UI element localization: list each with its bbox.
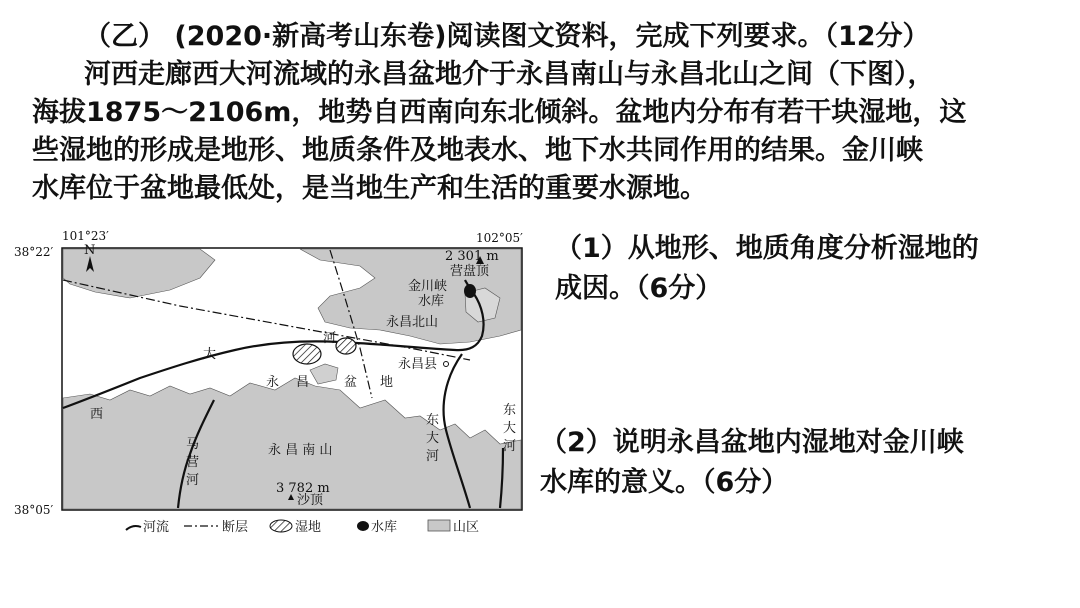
mayinghe-label-1: 马: [186, 437, 200, 452]
mayinghe-label-3: 河: [186, 473, 200, 488]
coord-top-left-lon: 101°23′: [62, 229, 109, 243]
sub-question-2-line-1: （2）说明永昌盆地内湿地对金川峡: [540, 427, 964, 458]
river-label-he: 河: [323, 331, 337, 346]
coord-bottom-lat: 38°05′: [14, 503, 54, 517]
legend-wetland-icon: [270, 520, 292, 532]
sub-question-1-line-2: 成因。（6分）: [555, 273, 723, 304]
legend-reservoir-icon: [357, 521, 369, 531]
basin-label-4: 地: [380, 375, 394, 390]
county-label: 永昌县: [398, 357, 438, 372]
south-mountain-label: 永 昌 南 山: [268, 443, 333, 458]
river-label-xi: 西: [90, 407, 104, 422]
peak-top-elev: 2 301 m: [445, 249, 499, 264]
reservoir-marker: [464, 284, 476, 298]
dongdahe1-label-3: 河: [426, 449, 440, 464]
question-title: （乙） (2020·新高考山东卷)阅读图文资料，完成下列要求。（12分）: [84, 21, 930, 52]
dongdahe2-label-2: 大: [503, 421, 517, 436]
legend-mountain: 山区: [453, 520, 480, 535]
question-line-2: 海拔1875～2106m，地势自西南向东北倾斜。盆地内分布有若干块湿地，这: [32, 97, 967, 128]
peak-bottom-name: 沙顶: [297, 493, 324, 508]
legend-reservoir: 水库: [371, 520, 398, 535]
yongchang-basin-map: [0, 218, 545, 538]
legend-mountain-icon: [428, 520, 450, 531]
question-line-3: 些湿地的形成是地形、地质条件及地表水、地下水共同作用的结果。金川峡: [32, 135, 923, 166]
question-line-1: 河西走廊西大河流域的永昌盆地介于永昌南山与永昌北山之间（下图），: [84, 59, 935, 90]
north-mountain-label: 永昌北山: [386, 315, 439, 330]
question-line-4: 水库位于盆地最低处，是当地生产和生活的重要水源地。: [32, 173, 707, 204]
peak-bottom-elev: 3 782 m: [276, 481, 330, 496]
legend-wetland: 湿地: [295, 520, 322, 535]
dongdahe2-label-1: 东: [503, 403, 517, 418]
reservoir-label-a: 金川峡: [408, 279, 448, 294]
sub-question-2-line-2: 水库的意义。（6分）: [540, 467, 789, 498]
legend-river: 河流: [143, 520, 170, 535]
north-label: N: [84, 243, 96, 258]
dongdahe1-label-1: 东: [426, 413, 440, 428]
reservoir-label-b: 水库: [418, 294, 445, 309]
basin-label-2: 昌: [296, 375, 310, 390]
dongdahe1-label-2: 大: [426, 431, 440, 446]
river-label-da: 大: [203, 347, 217, 362]
basin-label-3: 盆: [344, 375, 358, 390]
coord-top-lat: 38°22′: [14, 245, 54, 259]
legend-river-icon: [126, 526, 141, 530]
map-legend: [126, 519, 479, 535]
mayinghe-label-2: 营: [186, 455, 200, 470]
dongdahe2-label-3: 河: [503, 439, 517, 454]
coord-top-right-lon: 102°05′: [476, 231, 523, 245]
basin-label-1: 永: [266, 375, 280, 390]
legend-fault: 断层: [222, 520, 249, 535]
sub-question-1-line-1: （1）从地形、地质角度分析湿地的: [555, 233, 979, 264]
peak-top-name: 营盘顶: [450, 264, 490, 279]
